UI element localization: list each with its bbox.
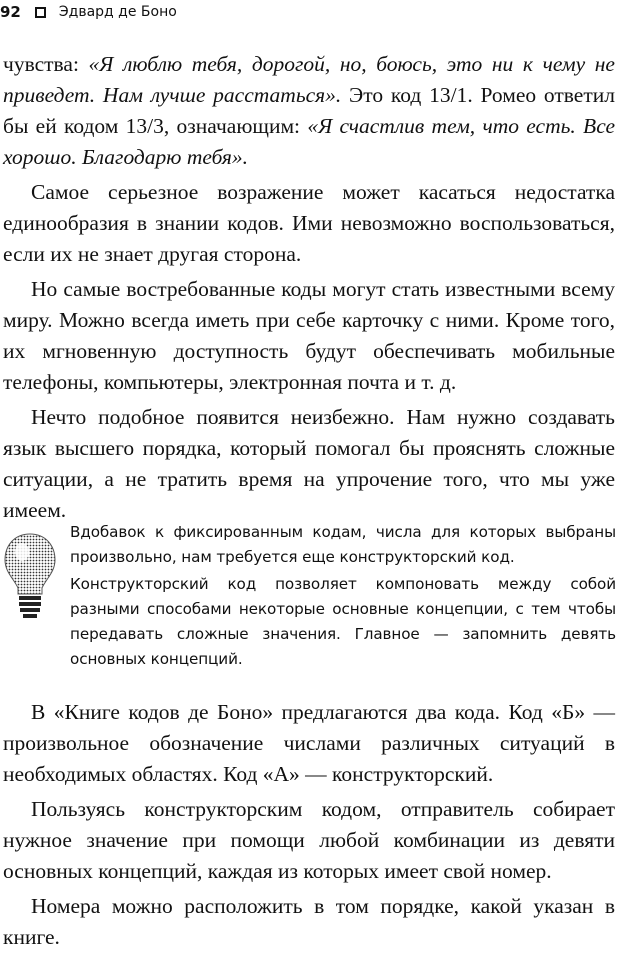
tip-paragraph: Конструкторский код позволяет компоновать между собой разными способами некоторые основные концепции, с тем чтобы передавать сложные значения. Главное — запомнить девять основных концепций.: [70, 575, 616, 668]
page-header: [0, 2, 177, 22]
tip-box: [0, 520, 620, 688]
running-title: Эдвард де Боно: [58, 4, 177, 20]
body-text-top: [3, 49, 615, 530]
lightbulb-icon: [2, 532, 58, 622]
paragraph: Номера можно расположить в том порядке, какой указан в книге.: [3, 894, 615, 949]
paragraph: В «Книге кодов де Боно» предлагаются два кода. Код «Б» — произвольное обозначение числами различных ситуаций в необходимых областях. Код «А» — конструкторский.: [3, 700, 615, 786]
paragraph: Самое серьезное возражение может касаться недостатка единообразия в знании кодов. Ими невозможно воспользоваться, если их не знает другая сторона.: [3, 180, 615, 266]
italic-quote: «Я люблю тебя, дорогой, но, боюсь, это ни к чему не приведет. Нам лучше расстаться».: [3, 52, 615, 107]
paragraph: Пользуясь конструкторским кодом, отправитель собирает нужное значение при помощи любой комбинации из девяти основных концепций, каждая из которых имеет свой номер.: [3, 797, 615, 883]
paragraph: Но самые востребованные коды могут стать известными всему миру. Можно всегда иметь при себе карточку с ними. Кроме того, их мгновенную доступность будут обеспечивать мобильные телефоны, компьютеры, электронная почта и т. д.: [3, 277, 615, 394]
square-bullet-icon: [35, 7, 46, 18]
text-run: Это код 13/1. Ромео ответил бы ей кодом 13/3, означающим:: [3, 83, 615, 138]
text-run: чувства:: [3, 52, 89, 76]
italic-quote: «Я счастлив тем, что есть. Все хорошо. Благодарю тебя».: [3, 114, 615, 169]
tip-paragraph: Вдобавок к фиксированным кодам, числа для которых выбраны произвольно, нам требуется еще конструкторский код.: [70, 523, 616, 566]
tip-text: [70, 520, 616, 674]
paragraph-continued: [3, 49, 615, 173]
page-number: 92: [0, 3, 21, 21]
paragraph: Нечто подобное появится неизбежно. Нам нужно создавать язык высшего порядка, который помогал бы прояснять сложные ситуации, а не тратить время на упрочение того, что мы уже имеем.: [3, 405, 615, 522]
body-text-bottom: [3, 697, 615, 957]
